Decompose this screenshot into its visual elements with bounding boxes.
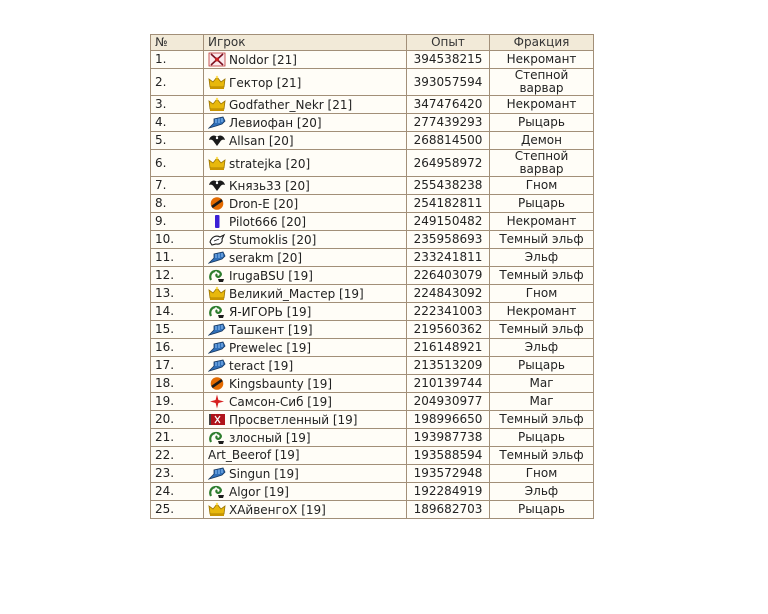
- experience-value: 189682703: [407, 501, 490, 519]
- player-name-link[interactable]: Allsan [20]: [229, 134, 294, 148]
- faction-value: Эльф: [490, 249, 594, 267]
- rank-number: 10.: [151, 231, 204, 249]
- table-row: [151, 249, 594, 267]
- faction-value: Рыцарь: [490, 501, 594, 519]
- player-name-link[interactable]: Singun [19]: [229, 467, 299, 481]
- experience-value: 394538215: [407, 51, 490, 69]
- faction-value: Некромант: [490, 303, 594, 321]
- experience-value: 249150482: [407, 213, 490, 231]
- table-header-row: [151, 35, 594, 51]
- faction-value: Темный эльф: [490, 411, 594, 429]
- rank-number: 17.: [151, 357, 204, 375]
- player-cell: [204, 195, 407, 213]
- table-row: [151, 213, 594, 231]
- table-row: [151, 447, 594, 465]
- experience-value: 277439293: [407, 114, 490, 132]
- rank-number: 1.: [151, 51, 204, 69]
- table-row: [151, 195, 594, 213]
- experience-value: 254182811: [407, 195, 490, 213]
- player-cell: [204, 177, 407, 195]
- player-name-link[interactable]: Князь33 [20]: [229, 179, 310, 193]
- eagle-icon[interactable]: [208, 133, 226, 148]
- faction-value: Рыцарь: [490, 429, 594, 447]
- player-cell: [204, 447, 407, 465]
- table-row: [151, 375, 594, 393]
- experience-value: 204930977: [407, 393, 490, 411]
- player-cell: [204, 357, 407, 375]
- crown-icon[interactable]: [208, 97, 226, 112]
- faction-value: Степной варвар: [490, 150, 594, 177]
- rank-number: 9.: [151, 213, 204, 231]
- faction-value: Рыцарь: [490, 195, 594, 213]
- faction-value: Гном: [490, 465, 594, 483]
- table-row: [151, 501, 594, 519]
- experience-value: 226403079: [407, 267, 490, 285]
- experience-value: 264958972: [407, 150, 490, 177]
- experience-value: 268814500: [407, 132, 490, 150]
- fist-icon[interactable]: [208, 115, 226, 130]
- player-name-link[interactable]: Godfather_Nekr [21]: [229, 98, 353, 112]
- fist-icon[interactable]: [208, 340, 226, 355]
- serpent-icon[interactable]: [208, 268, 226, 283]
- table-row: [151, 411, 594, 429]
- rank-number: 7.: [151, 177, 204, 195]
- rank-number: 2.: [151, 69, 204, 96]
- table-row: [151, 69, 594, 96]
- rank-number: 18.: [151, 375, 204, 393]
- crown-icon[interactable]: [208, 502, 226, 517]
- crown-icon[interactable]: [208, 156, 226, 171]
- faction-value: Рыцарь: [490, 114, 594, 132]
- table-row: [151, 357, 594, 375]
- player-name-link[interactable]: Ташкент [19]: [229, 323, 313, 337]
- player-name-link[interactable]: Великий_Мастер [19]: [229, 287, 364, 301]
- faction-value: Гном: [490, 285, 594, 303]
- faction-value: Маг: [490, 393, 594, 411]
- table-row: [151, 429, 594, 447]
- player-name-link[interactable]: Самсон-Сиб [19]: [229, 395, 332, 409]
- experience-value: 198996650: [407, 411, 490, 429]
- table-row: [151, 114, 594, 132]
- player-name-link[interactable]: Noldor [21]: [229, 53, 297, 67]
- player-cell: [204, 465, 407, 483]
- experience-value: 222341003: [407, 303, 490, 321]
- table-row: [151, 96, 594, 114]
- player-cell: [204, 150, 407, 177]
- table-row: [151, 465, 594, 483]
- table-row: [151, 267, 594, 285]
- rank-number: 21.: [151, 429, 204, 447]
- faction-value: Маг: [490, 375, 594, 393]
- rank-number: 5.: [151, 132, 204, 150]
- rank-number: 8.: [151, 195, 204, 213]
- bar-icon[interactable]: [208, 214, 226, 229]
- rank-number: 22.: [151, 447, 204, 465]
- table-row: [151, 339, 594, 357]
- crossed-swords-icon[interactable]: [208, 52, 226, 67]
- table-body: [151, 51, 594, 519]
- table-row: [151, 51, 594, 69]
- player-name-link[interactable]: Гектор [21]: [229, 75, 302, 90]
- player-cell: [204, 321, 407, 339]
- faction-value: Степной варвар: [490, 69, 594, 96]
- player-cell: [204, 51, 407, 69]
- rank-number: 3.: [151, 96, 204, 114]
- rank-number: 25.: [151, 501, 204, 519]
- rank-number: 6.: [151, 150, 204, 177]
- experience-value: 347476420: [407, 96, 490, 114]
- player-name-link[interactable]: serakm [20]: [229, 251, 303, 265]
- player-cell: [204, 501, 407, 519]
- experience-value: 235958693: [407, 231, 490, 249]
- experience-value: 216148921: [407, 339, 490, 357]
- faction-value: Темный эльф: [490, 231, 594, 249]
- player-name-link[interactable]: злосный [19]: [229, 431, 311, 445]
- experience-value: 193572948: [407, 465, 490, 483]
- experience-value: 192284919: [407, 483, 490, 501]
- fist-icon[interactable]: [208, 358, 226, 373]
- player-cell: [204, 411, 407, 429]
- experience-value: 193987738: [407, 429, 490, 447]
- player-cell: [204, 213, 407, 231]
- flag-icon[interactable]: [208, 412, 226, 427]
- experience-value: 224843092: [407, 285, 490, 303]
- dragon-icon[interactable]: [208, 232, 226, 247]
- faction-value: Некромант: [490, 213, 594, 231]
- header-player: Игрок: [204, 35, 407, 51]
- header-experience: Опыт: [407, 35, 490, 51]
- table-row: [151, 321, 594, 339]
- orb-icon[interactable]: [208, 196, 226, 211]
- rank-number: 13.: [151, 285, 204, 303]
- rank-number: 24.: [151, 483, 204, 501]
- experience-value: 255438238: [407, 177, 490, 195]
- player-name-link[interactable]: Левиофан [20]: [229, 116, 322, 130]
- rank-number: 19.: [151, 393, 204, 411]
- eagle-icon[interactable]: [208, 178, 226, 193]
- player-name-link[interactable]: ХАйвенгоХ [19]: [229, 503, 326, 517]
- header-faction: Фракция: [490, 35, 594, 51]
- player-cell: [204, 483, 407, 501]
- player-cell: [204, 231, 407, 249]
- rank-number: 20.: [151, 411, 204, 429]
- player-name-link[interactable]: Prewelec [19]: [229, 341, 312, 355]
- rank-number: 14.: [151, 303, 204, 321]
- faction-value: Эльф: [490, 339, 594, 357]
- table-row: [151, 132, 594, 150]
- player-name-link[interactable]: Pilot666 [20]: [229, 215, 307, 229]
- faction-value: Эльф: [490, 483, 594, 501]
- player-cell: [204, 393, 407, 411]
- serpent-icon[interactable]: [208, 430, 226, 445]
- rank-number: 15.: [151, 321, 204, 339]
- crown-icon[interactable]: [208, 286, 226, 301]
- faction-value: Темный эльф: [490, 321, 594, 339]
- rank-number: 16.: [151, 339, 204, 357]
- faction-value: Некромант: [490, 51, 594, 69]
- faction-value: Некромант: [490, 96, 594, 114]
- player-name-link[interactable]: Algor [19]: [229, 485, 289, 499]
- player-name-link[interactable]: Я-ИГОРЬ [19]: [229, 305, 312, 319]
- rating-table: [150, 34, 594, 519]
- rank-number: 12.: [151, 267, 204, 285]
- table-row: [151, 483, 594, 501]
- table-row: [151, 231, 594, 249]
- player-cell: [204, 96, 407, 114]
- header-number: №: [151, 35, 204, 51]
- player-cell: [204, 303, 407, 321]
- star-icon[interactable]: [208, 394, 226, 409]
- player-name-link[interactable]: teract [19]: [229, 359, 294, 373]
- player-name-link[interactable]: Kingsbaunty [19]: [229, 377, 333, 391]
- experience-value: 210139744: [407, 375, 490, 393]
- experience-value: 393057594: [407, 69, 490, 96]
- serpent-icon[interactable]: [208, 484, 226, 499]
- experience-value: 213513209: [407, 357, 490, 375]
- player-cell: [204, 339, 407, 357]
- player-cell: [204, 69, 407, 96]
- table-row: [151, 285, 594, 303]
- table-row: [151, 177, 594, 195]
- player-cell: [204, 114, 407, 132]
- faction-value: Темный эльф: [490, 267, 594, 285]
- fist-icon[interactable]: [208, 322, 226, 337]
- faction-value: Рыцарь: [490, 357, 594, 375]
- player-cell: [204, 375, 407, 393]
- rank-number: 23.: [151, 465, 204, 483]
- player-name-link[interactable]: Stumoklis [20]: [229, 233, 317, 247]
- player-cell: [204, 285, 407, 303]
- experience-value: 219560362: [407, 321, 490, 339]
- rank-number: 11.: [151, 249, 204, 267]
- player-cell: [204, 267, 407, 285]
- faction-value: Темный эльф: [490, 447, 594, 465]
- player-name-link[interactable]: Просветленный [19]: [229, 413, 358, 427]
- fist-icon[interactable]: [208, 250, 226, 265]
- table-row: [151, 393, 594, 411]
- rank-number: 4.: [151, 114, 204, 132]
- faction-value: Гном: [490, 177, 594, 195]
- player-name-link[interactable]: IrugaBSU [19]: [229, 269, 313, 283]
- fist-icon[interactable]: [208, 466, 226, 481]
- player-name-link[interactable]: stratejka [20]: [229, 156, 311, 171]
- table-row: [151, 303, 594, 321]
- faction-value: Демон: [490, 132, 594, 150]
- table-row: [151, 150, 594, 177]
- experience-value: 233241811: [407, 249, 490, 267]
- player-cell: [204, 249, 407, 267]
- serpent-icon[interactable]: [208, 304, 226, 319]
- player-name-link[interactable]: Art_Beerof [19]: [208, 448, 300, 462]
- player-name-link[interactable]: Dron-E [20]: [229, 197, 299, 211]
- experience-value: 193588594: [407, 447, 490, 465]
- player-cell: [204, 132, 407, 150]
- orb-icon[interactable]: [208, 376, 226, 391]
- crown-icon[interactable]: [208, 75, 226, 90]
- player-cell: [204, 429, 407, 447]
